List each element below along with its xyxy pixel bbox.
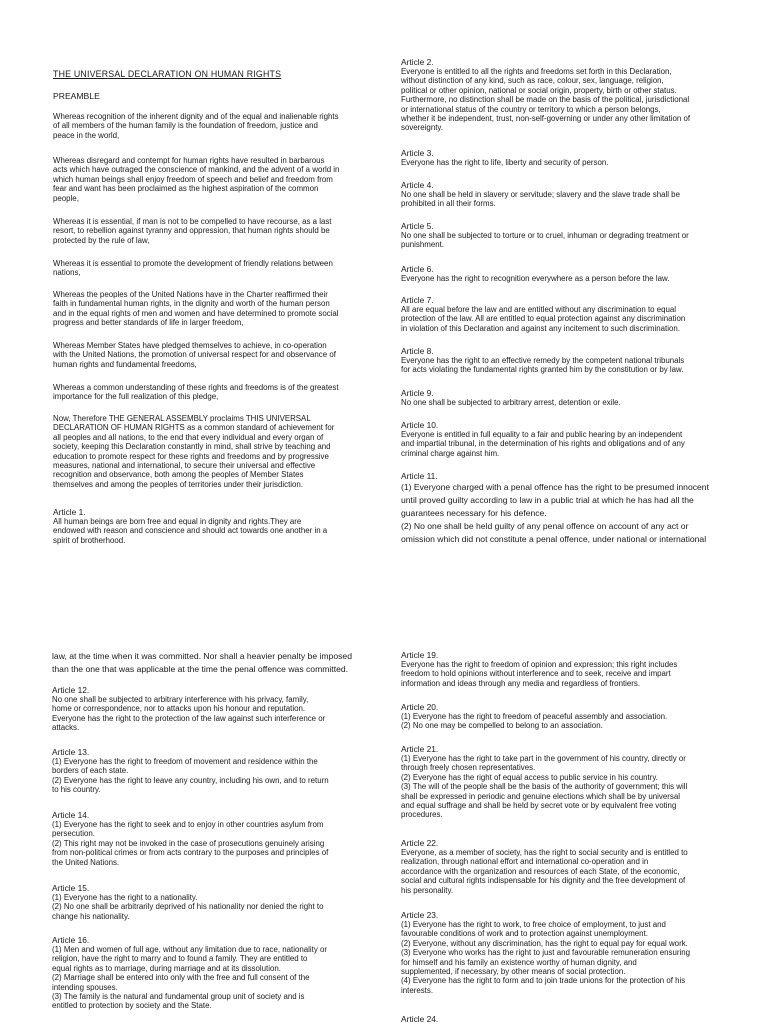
article-11-text: (1) Everyone charged with a penal offence has the right to be presumed innocent until proved guilty according to law in a public trial at which he has had all the guarantees necessary for his defence. (2) No one shall be held guilty of any penal offence on account of any act or omission which did not constitute a penal offence, under national or international [401, 482, 709, 544]
article-9 [401, 388, 723, 407]
article-13 [52, 747, 382, 795]
article-21-text: (1) Everyone has the right to take part in the government of his country, directly or through freely chosen representatives. (2) Everyone has the right of equal access to public service in his country. (3) The will of the people shall be the basis of the authority of government; this will shall be expressed in periodic and genuine elections which shall be by universal and equal suffrage and shall be held by secret vote or by equivalent free voting procedures. [401, 754, 688, 820]
article-15-heading: Article 15. [52, 883, 90, 893]
article-8-heading: Article 8. [401, 346, 434, 356]
article-4-text: No one shall be held in slavery or servitude; slavery and the slave trade shall be prohibited in all their forms. [401, 190, 680, 209]
article-1-heading: Article 1. [53, 507, 86, 517]
article-12-text: No one shall be subjected to arbitrary interference with his privacy, family, home or correspondence, nor to attacks upon his honour and reputation. Everyone has the right to the protection of the law against such interference or attacks. [52, 695, 326, 733]
preamble-proclamation: Now, Therefore THE GENERAL ASSEMBLY proclaims THIS UNIVERSAL DECLARATION OF HUMAN RIGHTS as a common standard of achievement for all peoples and all nations, to the end that every individual and every organ of society, keeping this Declaration constantly in mind, shall strive by teaching and education to promote respect for these rights and freedoms and by progressive measures, national and international, to secure their universal and effective recognition and observance, both among the peoples of Member States themselves and among the peoples of territories under their jurisdiction. [53, 414, 335, 489]
article-21 [401, 744, 723, 820]
article-22-text: Everyone, as a member of society, has the right to social security and is entitled to realization, through national effort and international co-operation and in accordance with the organization and resources of each State, of the economic, social and cultural rights indispensable for his dignity and the free development of his personality. [401, 848, 688, 895]
article-11-continued: law, at the time when it was committed. Nor shall a heavier penalty be imposed than the one that was applicable at the time the penal offence was committed. [52, 651, 352, 674]
article-9-text: No one shall be subjected to arbitrary arrest, detention or exile. [401, 398, 621, 407]
preamble-paragraph-5: Whereas the peoples of the United Nations have in the Charter reaffirmed their faith in fundamental human rights, in the dignity and worth of the human person and in the equal rights of men and women and have determined to promote social progress and better standards of life in larger freedom, [53, 290, 339, 328]
article-3-heading: Article 3. [401, 148, 434, 158]
article-7-text: All are equal before the law and are entitled without any discrimination to equal protection of the law. All are entitled to equal protection against any discrimination in violation of this Declaration and against any incitement to such discrimination. [401, 305, 686, 333]
article-1-text: All human beings are born free and equal in dignity and rights.They are endowed with reason and conscience and should act towards one another in a spirit of brotherhood. [53, 517, 328, 545]
preamble-paragraph-4: Whereas it is essential to promote the development of friendly relations between nations, [53, 259, 333, 278]
document-title: THE UNIVERSAL DECLARATION ON HUMAN RIGHTS [53, 69, 282, 79]
article-16-heading: Article 16. [52, 935, 90, 945]
article-10 [401, 420, 723, 458]
article-5-text: No one shall be subjected to torture or to cruel, inhuman or degrading treatment or punishment. [401, 231, 689, 250]
article-14-heading: Article 14. [52, 810, 90, 820]
article-21-heading: Article 21. [401, 744, 439, 754]
article-7 [401, 295, 723, 333]
article-20-heading: Article 20. [401, 702, 439, 712]
article-6 [401, 264, 723, 283]
article-20-text: (1) Everyone has the right to freedom of peaceful assembly and association. (2) No one may be compelled to belong to an association. [401, 712, 668, 731]
article-16 [52, 935, 382, 1011]
article-10-heading: Article 10. [401, 420, 439, 430]
article-16-text: (1) Men and women of full age, without any limitation due to race, nationality or religion, have the right to marry and to found a family. They are entitled to equal rights as to marriage, during marriage and at its dissolution. (2) Marriage shall be entered into only with the free and full consent of the intending spouses. (3) The family is the natural and fundamental group unit of society and is entitled to protection by society and the State. [52, 945, 328, 1011]
preamble-paragraph-6: Whereas Member States have pledged themselves to achieve, in co-operation with the United Nations, the promotion of universal respect for and observance of human rights and fundamental freedoms, [53, 341, 336, 369]
article-4 [401, 180, 723, 209]
article-4-heading: Article 4. [401, 180, 434, 190]
article-22 [401, 838, 723, 895]
article-3-text: Everyone has the right to life, liberty and security of person. [401, 158, 609, 167]
article-9-heading: Article 9. [401, 388, 434, 398]
article-20 [401, 702, 723, 731]
article-5-heading: Article 5. [401, 221, 434, 231]
article-19-text: Everyone has the right to freedom of opinion and expression; this right includes freedom to hold opinions without interference and to seek, receive and impart information and ideas through any media and regardless of frontiers. [401, 660, 678, 688]
article-13-heading: Article 13. [52, 747, 90, 757]
article-5 [401, 221, 723, 250]
article-2-text: Everyone is entitled to all the rights and freedoms set forth in this Declaration, without distinction of any kind, such as race, colour, sex, language, religion, political or other opinion, national or social origin, property, birth or other status. Furthermore, no distinction shall be made on the basis of the political, jurisdictional or international status of the country or territory to which a person belongs, whether it be independent, trust, non-self-governing or under any other limitation of sovereignty. [401, 67, 691, 133]
article-10-text: Everyone is entitled in full equality to a fair and public hearing by an independent and impartial tribunal, in the determination of his rights and obligations and of any criminal charge against him. [401, 430, 685, 458]
article-14 [52, 810, 382, 867]
article-6-heading: Article 6. [401, 264, 434, 274]
preamble-paragraph-7: Whereas a common understanding of these rights and freedoms is of the greatest importance for the full realization of this pledge, [53, 383, 339, 402]
preamble-paragraph-3: Whereas it is essential, if man is not to be compelled to have recourse, as a last resort, to rebellion against tyranny and oppression, that human rights should be protected by the rule of law, [53, 217, 332, 245]
article-2-heading: Article 2. [401, 57, 434, 67]
article-22-heading: Article 22. [401, 838, 439, 848]
article-23 [401, 910, 723, 995]
article-7-heading: Article 7. [401, 295, 434, 305]
article-8 [401, 346, 723, 375]
article-24-heading: Article 24. [401, 1014, 439, 1024]
article-19 [401, 650, 723, 688]
article-12 [52, 685, 382, 733]
article-19-heading: Article 19. [401, 650, 439, 660]
article-3 [401, 148, 723, 167]
article-13-text: (1) Everyone has the right to freedom of movement and residence within the borders of each state. (2) Everyone has the right to leave any country, including his own, and to return to his country. [52, 757, 329, 795]
article-15-text: (1) Everyone has the right to a nationality. (2) No one shall be arbitrarily deprived of his nationality nor denied the right to change his nationality. [52, 893, 324, 921]
preamble-paragraph-2: Whereas disregard and contempt for human rights have resulted in barbarous acts which have outraged the conscience of mankind, and the advent of a world in which human beings shall enjoy freedom of speech and belief and freedom from fear and want has been proclaimed as the highest aspiration of the common people, [53, 156, 340, 203]
document-page-bottom [0, 512, 768, 1024]
article-12-heading: Article 12. [52, 685, 90, 695]
article-6-text: Everyone has the right to recognition everywhere as a person before the law. [401, 274, 670, 283]
preamble-paragraph-1: Whereas recognition of the inherent dignity and of the equal and inalienable rights of all members of the human family is the foundation of freedom, justice and peace in the world, [53, 112, 339, 140]
article-2 [401, 57, 723, 133]
article-14-text: (1) Everyone has the right to seek and to enjoy in other countries asylum from persecution. (2) This right may not be invoked in the case of prosecutions genuinely arising from non-political crimes or from acts contrary to the purposes and principles of the United Nations. [52, 820, 329, 867]
article-15 [52, 883, 382, 921]
preamble-heading: PREAMBLE [53, 91, 100, 101]
article-23-text: (1) Everyone has the right to work, to free choice of employment, to just and favourable conditions of work and to protection against unemployment. (2) Everyone, without any discrimination, has the right to equal pay for equal work. (3) Everyone who works has the right to just and favourable remuneration ensuring for himself and his family an existence worthy of human dignity, and supplemented, if necessary, by other means of social protection. (4) Everyone has the right to form and to join trade unions for the protection of his interests. [401, 920, 691, 995]
article-8-text: Everyone has the right to an effective remedy by the competent national tribunals for acts violating the fundamental rights granted him by the constitution or by law. [401, 356, 685, 375]
article-23-heading: Article 23. [401, 910, 439, 920]
article-11-heading: Article 11. [401, 471, 438, 481]
